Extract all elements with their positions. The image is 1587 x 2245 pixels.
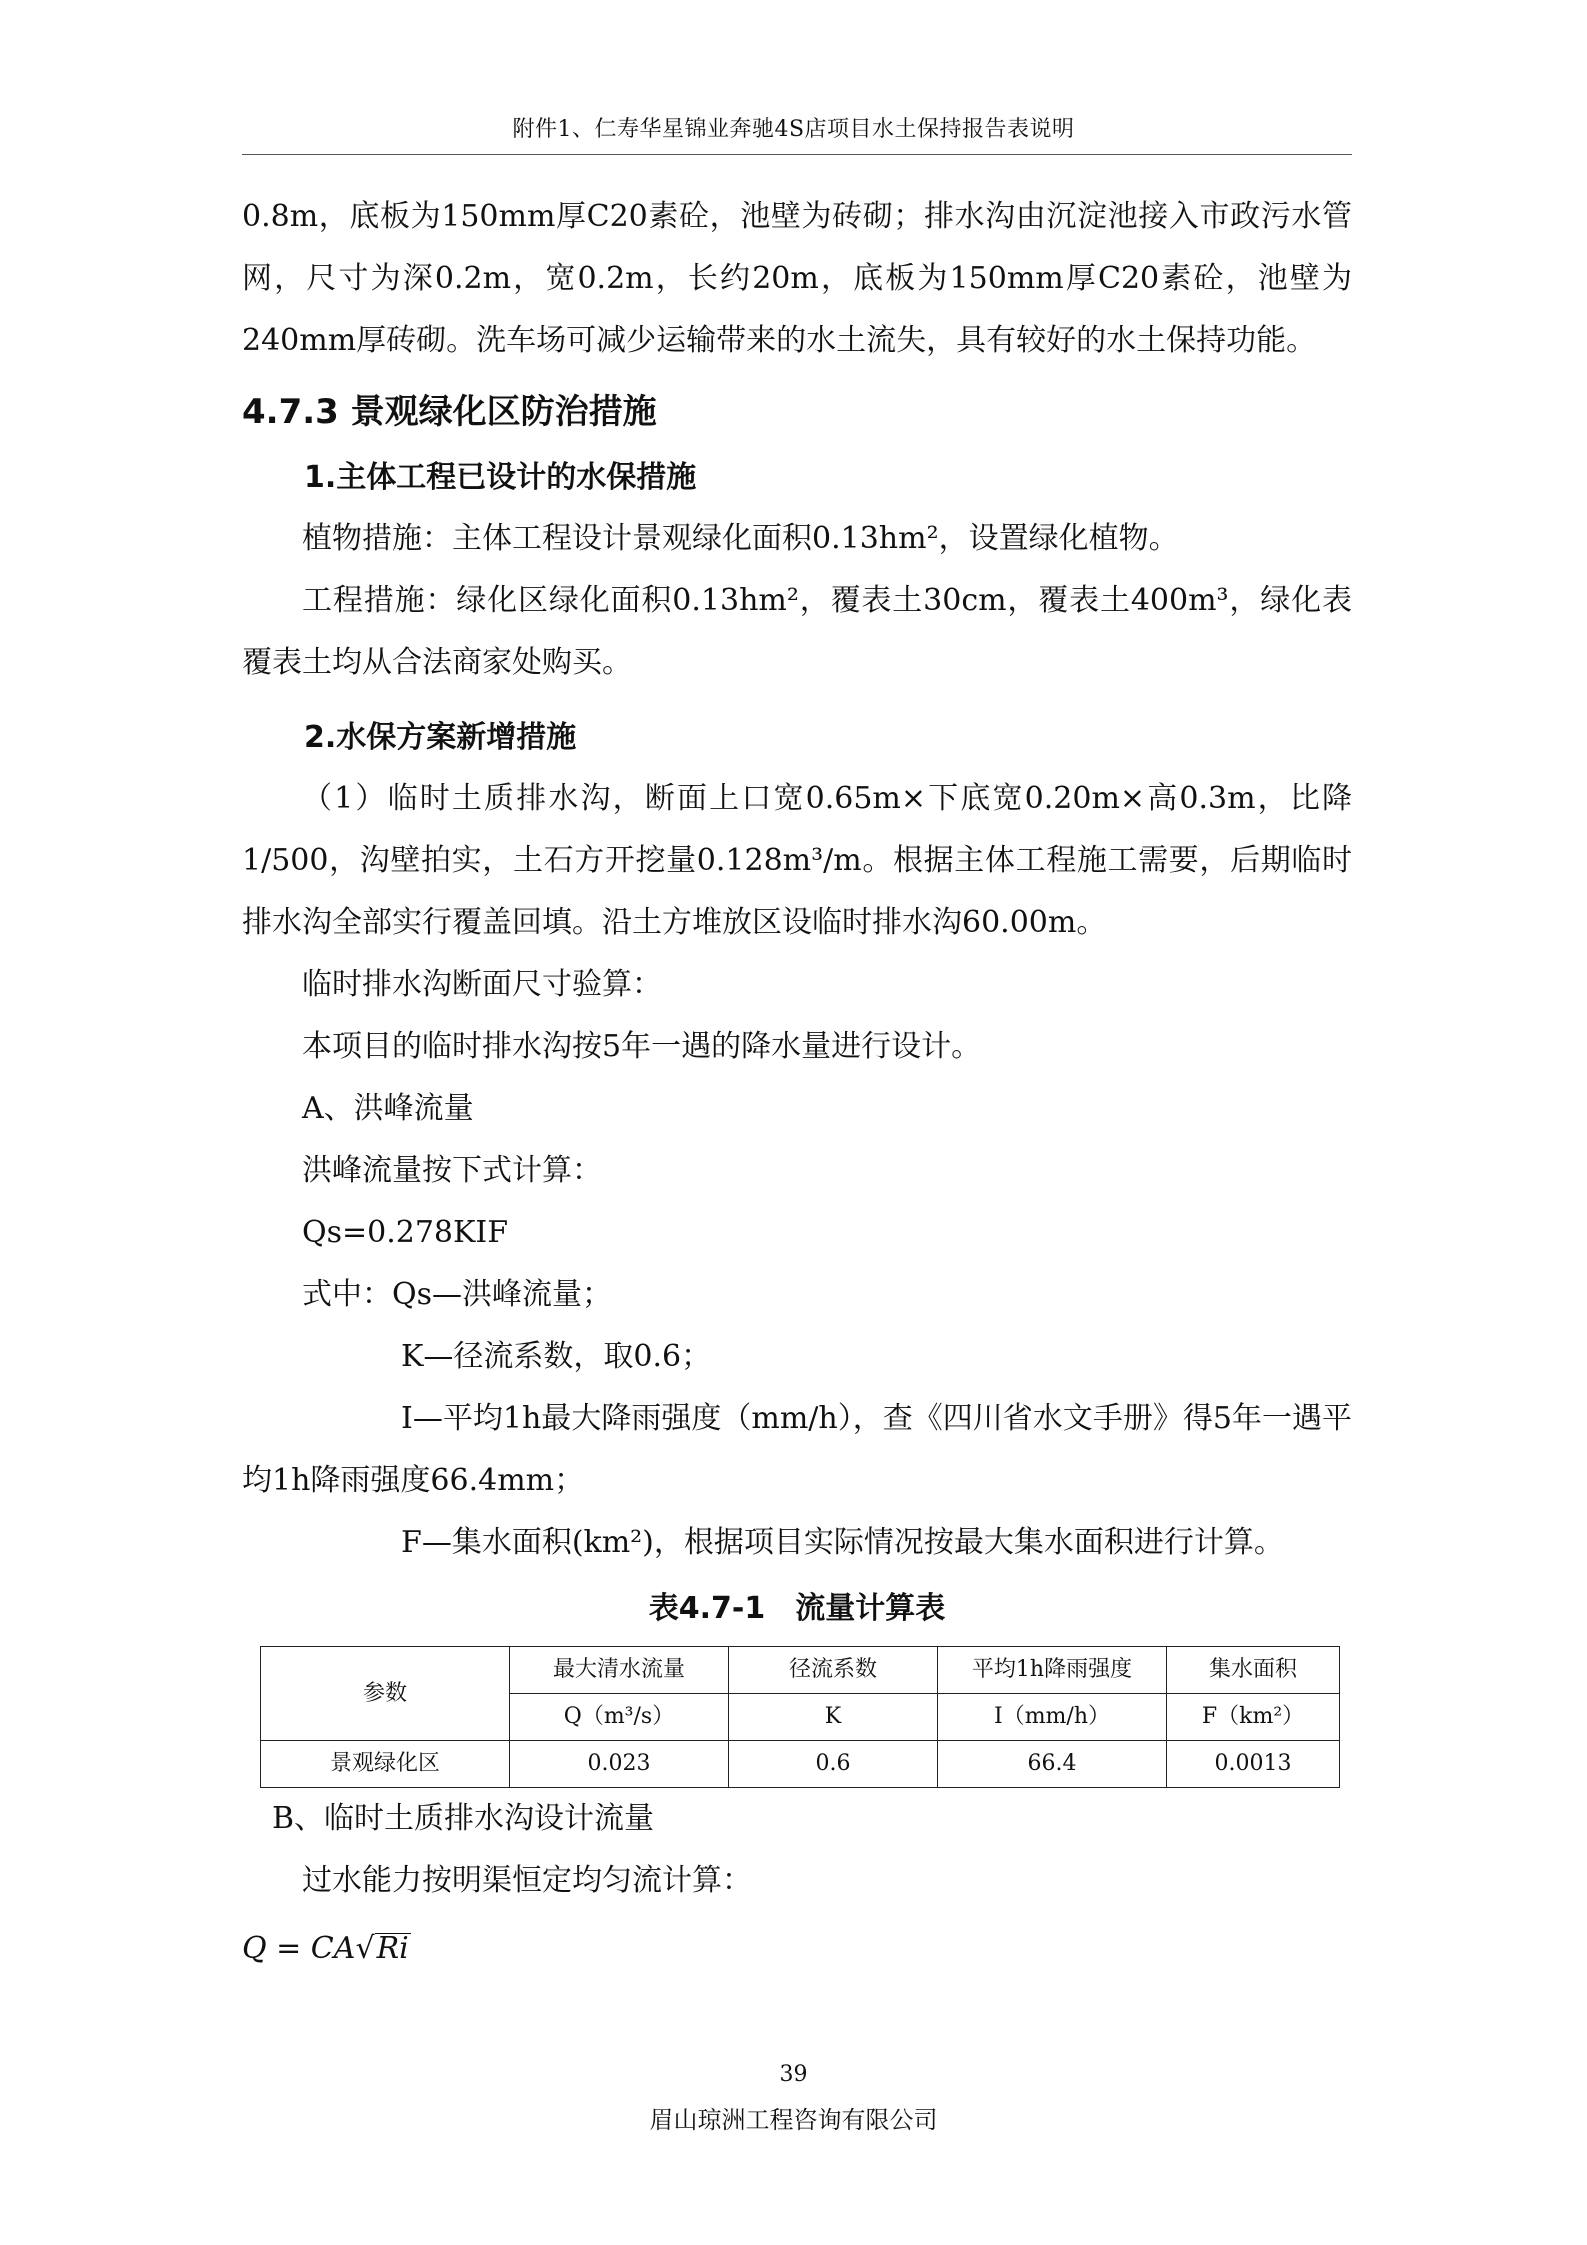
item-a: A、洪峰流量 [302, 1091, 474, 1126]
unit-cell: I（mm/h） [938, 1694, 1167, 1741]
header-cell: 最大清水流量 [510, 1647, 729, 1694]
calc-line: 洪峰流量按下式计算： [302, 1153, 602, 1188]
formula-1: Qs=0.278KIF [302, 1215, 509, 1250]
value-cell: 66.4 [938, 1741, 1167, 1788]
check-line: 临时排水沟断面尺寸验算： [302, 967, 662, 1002]
flow-calculation-table [260, 1646, 1340, 1788]
header-cell: 平均1h降雨强度 [938, 1647, 1167, 1694]
capacity-line: 过水能力按明渠恒定均匀流计算： [302, 1863, 752, 1898]
header-cell: 径流系数 [729, 1647, 938, 1694]
unit-cell: K [729, 1694, 938, 1741]
k-definition: K—径流系数，取0.6； [401, 1339, 712, 1374]
value-cell: 0.023 [510, 1741, 729, 1788]
where-line: 式中：Qs—洪峰流量； [302, 1277, 612, 1312]
header-cell: 集水面积 [1167, 1647, 1340, 1694]
table-caption: 表4.7-1 流量计算表 [648, 1591, 946, 1626]
ditch-paragraph: （1）临时土质排水沟，断面上口宽0.65m×下底宽0.20m×高0.3m，比降1/500，沟壁拍实，土石方开挖量0.128m³/m。根据主体工程施工需要，后期临时排水沟全部实行覆盖回填。沿土方堆放区设临时排水沟60.00m。 [242, 781, 1352, 940]
formula-2: Q = CA√Ri [242, 1931, 409, 1966]
formula-2-radicand: Ri [376, 1931, 409, 1966]
table-header-row [261, 1647, 1340, 1694]
subsection-1-title: 1.主体工程已设计的水保措施 [304, 460, 697, 495]
section-title: 4.7.3 景观绿化区防治措施 [242, 392, 657, 432]
engineering-measure-paragraph: 工程措施：绿化区绿化面积0.13hm²，覆表土30cm，覆表土400m³，绿化表覆表土均从合法商家处购买。 [242, 583, 1352, 680]
subsection-2-title: 2.水保方案新增措施 [304, 720, 577, 755]
unit-cell: F（km²） [1167, 1694, 1340, 1741]
intro-paragraph: 0.8m，底板为150mm厚C20素砼，池壁为砖砌；排水沟由沉淀池接入市政污水管网，尺寸为深0.2m，宽0.2m，长约20m，底板为150mm厚C20素砼，池壁为240mm厚砖砌。洗车场可减少运输带来的水土流失，具有较好的水土保持功能。 [242, 199, 1352, 358]
value-cell: 0.0013 [1167, 1741, 1340, 1788]
value-cell: 0.6 [729, 1741, 938, 1788]
page-header: 附件1、仁寿华星锦业奔驰4S店项目水土保持报告表说明 [512, 117, 1075, 142]
formula-2-left: Q = CA [242, 1931, 356, 1966]
page-footer: 眉山琼洲工程咨询有限公司 [649, 2106, 938, 2134]
i-definition: I—平均1h最大降雨强度（mm/h），查《四川省水文手册》得5年一遇平均1h降雨强度66.4mm； [242, 1401, 1352, 1498]
page-number: 39 [779, 2062, 808, 2087]
row-label-cell: 景观绿化区 [261, 1741, 510, 1788]
unit-cell: Q（m³/s） [510, 1694, 729, 1741]
header-divider [242, 154, 1352, 155]
item-b: B、临时土质排水沟设计流量 [272, 1801, 655, 1836]
param-header-cell: 参数 [261, 1647, 510, 1741]
document-body [242, 186, 1352, 1980]
design-line: 本项目的临时排水沟按5年一遇的降水量进行设计。 [302, 1029, 982, 1064]
f-definition: F—集水面积(km²)，根据项目实际情况按最大集水面积进行计算。 [401, 1525, 1284, 1560]
plant-measure-paragraph: 植物措施：主体工程设计景观绿化面积0.13hm²，设置绿化植物。 [302, 521, 1179, 556]
table-row [261, 1741, 1340, 1788]
